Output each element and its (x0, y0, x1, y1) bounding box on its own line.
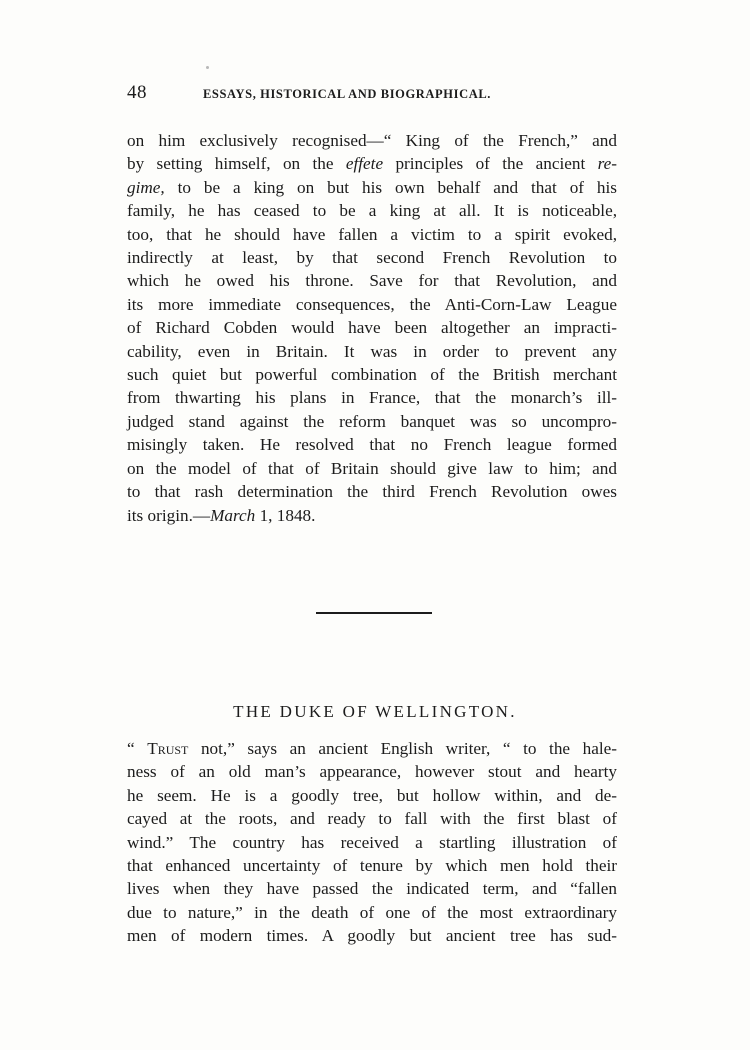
italic-word: March (210, 505, 256, 525)
text-run: principles of the ancient (383, 154, 598, 174)
text-line: judged stand against the reform banquet was so uncompro- (127, 411, 617, 431)
italic-word: effete (345, 154, 384, 174)
text-line (127, 737, 617, 760)
text-line: wind.” The country has received a startling illustration of (127, 832, 617, 852)
italic-word: re- (597, 154, 617, 174)
text-line: its more immediate consequences, the Anti-Corn-Law League (127, 294, 617, 314)
text-run: 1, 1848. (255, 505, 316, 525)
text-line: to that rash determination the third French Revolution owes (127, 482, 617, 502)
text-line: due to nature,” in the death of one of the most extraordinary (127, 902, 617, 922)
text-line-dateline (127, 504, 617, 527)
text-line: from thwarting his plans in France, that the monarch’s ill- (127, 388, 617, 408)
text-line: such quiet but powerful combination of the British merchant (127, 365, 617, 385)
text-line: too, that he should have fallen a victim to a spirit evoked, (127, 224, 617, 244)
page-header (127, 82, 619, 106)
small-caps-word: Trust (147, 739, 189, 758)
essay-conclusion-paragraph (127, 129, 617, 527)
text-line: on him exclusively recognised—“ King of the French,” and (127, 131, 617, 150)
text-line: cability, even in Britain. It was in order to prevent any (127, 341, 617, 361)
text-line: cayed at the roots, and ready to fall with the first blast of (127, 809, 617, 829)
text-line: lives when they have passed the indicated term, and “fallen (127, 879, 617, 899)
running-head: ESSAYS, HISTORICAL AND BIOGRAPHICAL. (203, 87, 491, 101)
section-divider (316, 612, 432, 614)
text-line: of Richard Cobden would have been altogether an impracti- (127, 318, 617, 338)
italic-word: gime, (127, 177, 165, 197)
page-number: 48 (127, 82, 147, 103)
text-line: on the model of that of Britain should give law to him; and (127, 458, 617, 478)
text-line: he seem. He is a goodly tree, but hollow within, and de- (127, 785, 617, 805)
text-run: its origin.— (127, 505, 211, 525)
text-line: men of modern times. A goodly but ancient tree has sud- (127, 926, 617, 946)
text-run: by setting himself, on the (127, 154, 346, 174)
text-line (127, 152, 617, 175)
text-line (127, 176, 617, 199)
wellington-essay-paragraph (127, 737, 617, 948)
paper-speck (206, 66, 209, 69)
text-line: indirectly at least, by that second French Revolution to (127, 248, 617, 268)
text-line: which he owed his throne. Save for that Revolution, and (127, 271, 617, 291)
text-run: “ (127, 739, 148, 758)
text-run: not,” says an ancient English writer, “ to the hale- (188, 739, 617, 758)
section-title: THE DUKE OF WELLINGTON. (233, 702, 517, 722)
text-line: that enhanced uncertainty of tenure by which men hold their (127, 856, 617, 876)
text-run: to be a king on but his own behalf and that of his (164, 177, 617, 197)
text-line: misingly taken. He resolved that no French league formed (127, 435, 617, 455)
text-line: ness of an old man’s appearance, however stout and hearty (127, 762, 617, 782)
text-line: family, he has ceased to be a king at all. It is noticeable, (127, 201, 617, 221)
